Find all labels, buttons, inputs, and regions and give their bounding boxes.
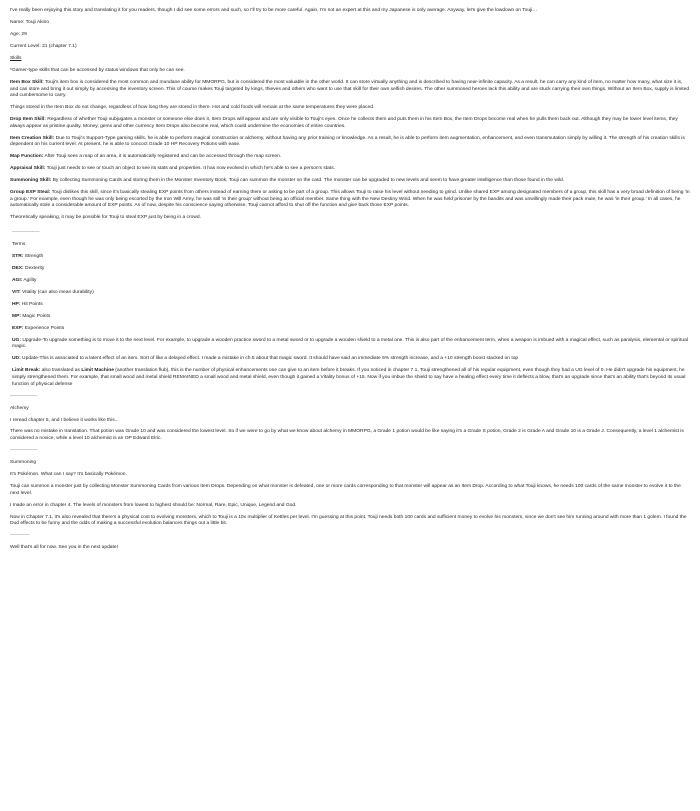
term-text: (another translation flub), this is the number of physical enhancements one can give to an item before it breaks. If you noticed in chapter 7.1, Touji strengthened all of his regular equipment, even though they had a UG level of 0. He didn't upgrade his equipment, he simply strengthened them. For example, that small wood and metal shield REMAINED a small wood and metal shield, even though it gained a Vitality bonus of +15. Now if you imbue the shield to say have a healing effect every time it deflects a blow, that's an upgrade since that's an ability that's beyond its usual function of physical defense: [12, 368, 686, 387]
summoning-paragraph: It's Pokémon. What can I say? It's basically Pokémon.: [10, 472, 127, 478]
term-text: Hit Points: [20, 301, 43, 307]
skill-text: Regardless of whether Touji subjugates a monster or someone else does it, Item Drops will appear and are only visible to Touji's eyes. Once he collects them and puts them in his Item Box, the Item Drops become real when he pulls them back out. Although they may be lower level items, they always appear as pristine quality. Money, gems and other currency Item Drops also become real, which could undermine the economies of entire countries.: [10, 117, 678, 129]
term-text: also translated as: [40, 368, 82, 374]
summoning-paragraph: Touji can summon a monster just by collecting Monster Summoning Cards from various Item Drops. Depending on what monster is defeated, one or more cards corresponding to that monster will appear as an Item Drop. According to what Touji knows, he needs 100 cards of the same monster to evolve it to the next level.: [10, 484, 681, 496]
term-key: VIT:: [12, 289, 21, 295]
profile-age: Age: 29: [10, 31, 27, 37]
term-key-alt: Limit Machine: [81, 368, 114, 374]
skill-text: Things stored in the Item Box do not change, regardless of how long they are stored in there. Hot and cold foods will remain at the same temperatures they were placed.: [10, 105, 375, 111]
profile-name: Name: Touji Akino: [10, 19, 50, 25]
divider: -----------------: [10, 448, 38, 454]
term-mp: [12, 314, 690, 321]
alchemy-paragraph: I reread chapter 5, and I believe it works like this...: [10, 417, 119, 423]
skill-text: Touji's item box is considered the most common and mundane ability for MMORPG, but is considered the most valuable in the other world. It can store virtually anything and is described to having near-infinite capacity. As a result, he can carry any kind of item, no matter how many, what size it is, and can store and bring it out simply by accessing the inventory screen. This of course makes Touji targeted by kings, thieves and others who want to use that skill for their own selfish desires. The other summoned heroes lack this ability and are stuck carrying their own things. Without an Item Box, supply is limited and cumbersome to carry.: [10, 79, 690, 99]
skill-text: After Touji sees a map of an area, it is automatically registered and can be accessed through the map screen.: [43, 154, 282, 160]
term-key: DEX:: [12, 265, 24, 271]
skill-text: Touji just needs to see or touch an object to see its stats and properties. It has now evolved in which he's able to see a person's stats.: [45, 166, 336, 172]
term-str: [12, 254, 690, 261]
skill-term: Item Creation Skill:: [10, 135, 55, 141]
term-text: Dexterity: [23, 265, 45, 271]
summoning-heading: Summoning: [10, 460, 37, 466]
intro-paragraph: I've really been enjoying this story and translating it for you readers, though I did see some errors and such, so I'll try to be more careful. Again, I'm not an expert at this and my Japanese is only average. Anyway, let's give the lowdown on Touji…: [10, 8, 538, 13]
term-key: MP:: [12, 313, 21, 319]
skills-heading: Skills: [10, 55, 22, 61]
term-key: EXP:: [12, 325, 24, 331]
term-ug: [12, 338, 690, 351]
divider: -----------------: [10, 393, 38, 399]
term-text: Experience Points: [23, 325, 65, 331]
term-text: Vitality (can also mean durability): [20, 289, 94, 295]
term-key: HP:: [12, 301, 21, 307]
term-text: Strength: [23, 253, 44, 259]
alchemy-heading: Alchemy: [10, 405, 29, 411]
terms-heading: Terms: [12, 241, 26, 247]
skill-term: Appraisal Skill:: [10, 166, 46, 172]
profile-level: Current Level: 21 (chapter 7.1): [10, 43, 77, 49]
term-exp: [12, 326, 690, 333]
divider: ------------: [10, 533, 30, 539]
exp-crowd-note: [10, 215, 690, 222]
skill-term: Item Box Skill:: [10, 79, 44, 85]
skill-text: Touji dislikes this skill, since it's basically stealing EXP points from others instead of earning them or asking to be part of a group. This allows Touji to raise his level without needing to grind. Unlike shared EXP among designated members of a group, this skill has a very broad definition of being 'in a group.' For example, even though he was only being escorted by the Iron Will Army, he was still 'in their group' without being an official member. Same thing with the New Destiny Wind. When he was held prisoner by the bandits and was unwillingly made their pack mule, he was 'in their group.' In all cases, he automatically stole a considerable amount of EXP points. As of now, despite his conscience saying otherwise, Touji cannot afford to shut off the function and give back those EXP points.: [10, 190, 690, 209]
skills-note: *Gamer-type skills that can be accessed by status windows that only he can see.: [10, 67, 185, 73]
item-box-note: [10, 105, 690, 112]
term-key: AGI:: [12, 277, 23, 283]
terms-section: [10, 230, 690, 388]
skill-group-exp-steal: [10, 190, 690, 210]
term-text: Upgrade-To upgrade something is to move it to the next level. For example, to upgrade a wooden practice sword to a metal sword or to upgrade a wooden shield to a metal one. This is also part of the enhancement term, when a weapon is imbued with a magical effect, such as paralysis, elemental or spiritual magic.: [12, 337, 688, 350]
skill-appraisal: [10, 166, 690, 173]
term-text: Magic Points: [20, 313, 51, 319]
skill-map-function: [10, 154, 690, 161]
term-limit-break: [12, 368, 690, 388]
skill-text: Theoretically speaking, it may be possible for Touji to steal EXP just by being in a crowd.: [10, 215, 201, 221]
skill-drop-item: [10, 117, 690, 130]
term-ud: [12, 356, 690, 363]
term-agi: [12, 278, 690, 285]
skill-term: Summoning Skill:: [10, 178, 52, 184]
summoning-paragraph: Now in Chapter 7.1, it's also revealed that there's a physical cost to evolving monsters, which to Touji is a 10x multiplier of Kettles per level. I'm guessing at this point, Touji needs both 100 cards and sufficient money to evolve his monsters, since we don't see him running around with more than 1 golem. I found the Dud effects to be funny and the odds of making a successful evolution balances things out a little bit.: [10, 514, 687, 527]
term-text: Update-This is associated to a latent effect of an item. Sort of like a delayed effect. I made a mistake in ch.5 about that magic sword. It should have said an immediate 5% strength increase, and a +10 strength boost stacked on top: [20, 356, 519, 362]
skill-item-creation: [10, 136, 690, 149]
alchemy-paragraph: There was no mistake in translation. That potion was Grade 10 and was considered the lowest level. So if we were to go by what we know about alchemy in MMORPG, a Grade 1 potion would be like saying it's a Grade S potion, Grade 2 is Grade A and Grade 10 is a Grade J. Consequently, a level 1 alchemist is considered a novice, while a level 10 alchemist is an OP Edward Elric.: [10, 429, 684, 442]
summoning-paragraph: I made an error in chapter 4. The levels of monsters from lowest to highest should be: Normal, Rare, Epic, Unique, Legend and God.: [10, 502, 297, 508]
term-hp: [12, 302, 690, 309]
term-dex: [12, 266, 690, 273]
skill-text: By collecting Summoning Cards and storing them in the Monster Inventory Book, Touji can summon the monster on the card. The monster can be upgraded to new levels and seem to have greater intelligence than those found in the wild.: [51, 178, 565, 184]
divider: -----------------: [12, 229, 40, 235]
skill-term: Drop Item Skill:: [10, 117, 46, 123]
skill-item-box: [10, 80, 690, 100]
term-key: UD:: [12, 356, 21, 362]
term-key: STR:: [12, 253, 24, 259]
outro-paragraph: Well that's all for now. See you in the next update!: [10, 545, 118, 551]
skill-term: Map Function:: [10, 154, 44, 160]
term-text: Agility: [22, 277, 37, 283]
skill-text: Due to Touji's Support-Type gaming skills, he is able to perform magical construction or alchemy, without having any prior training or knowledge. As a result, he is able to perform item augmentation, enhancement, and even transmutation simply by willing it. The strength of his creation skills is dependent on his current level. At present, he is able to concoct Grade 10 HP Recovery Potions with ease.: [10, 135, 685, 148]
term-key: Limit Break:: [12, 368, 41, 374]
term-vit: [12, 290, 690, 297]
skill-summoning: [10, 178, 690, 185]
skill-term: Group EXP Steal:: [10, 190, 51, 196]
term-key: UG:: [12, 337, 21, 343]
